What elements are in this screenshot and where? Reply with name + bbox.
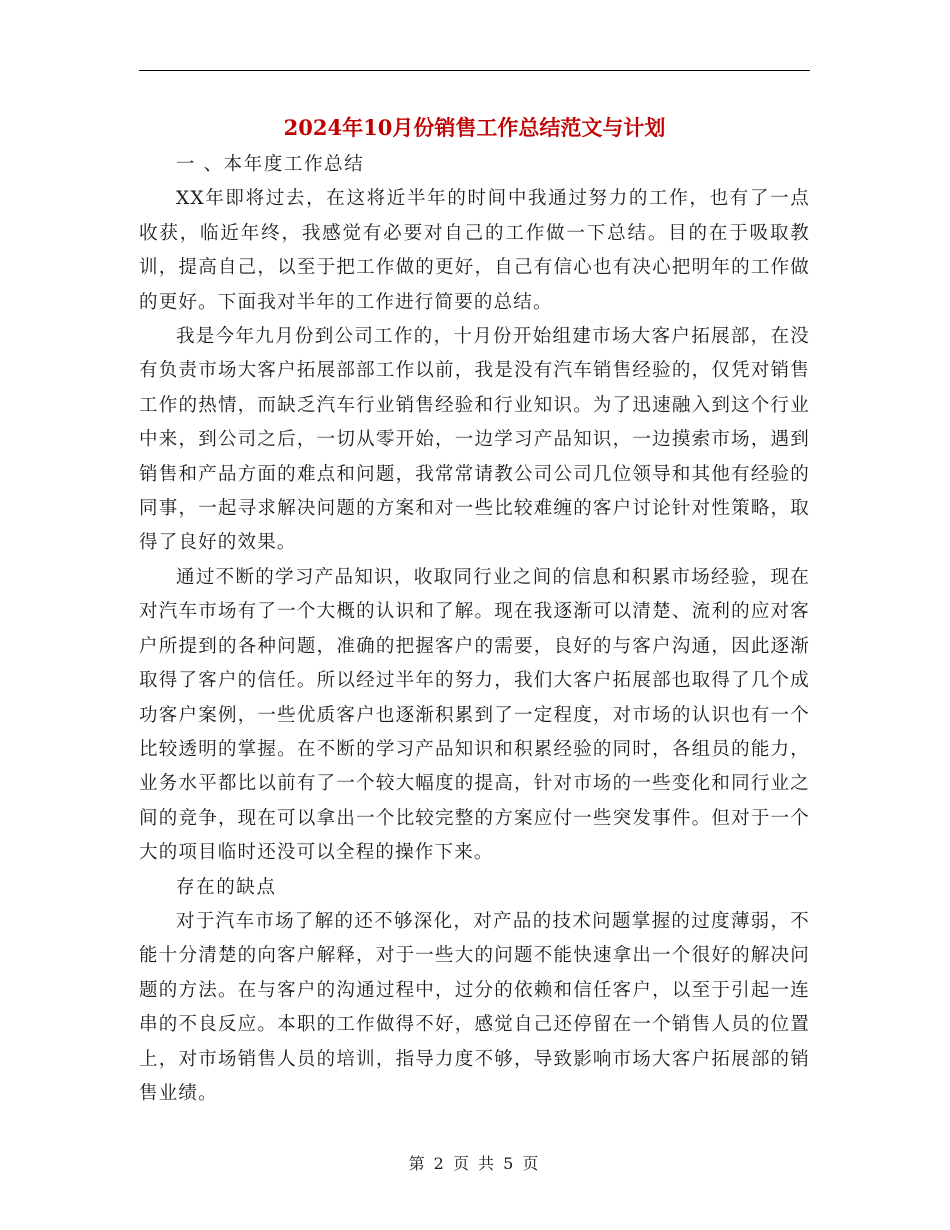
page-number-footer: 第 2 页 共 5 页 — [408, 1154, 541, 1173]
section-heading-shortcomings: 存在的缺点 — [176, 876, 277, 898]
document-body — [139, 148, 810, 1111]
header-rule — [139, 70, 810, 71]
paragraph-shortcomings: 对于汽车市场了解的还不够深化，对产品的技术问题掌握的过度薄弱，不能十分清楚的向客户解释，对于一些大的问题不能快速拿出一个很好的解决问题的方法。在与客户的沟通过程中，过分的依赖和信任客户，以至于引起一连串的不良反应。本职的工作做得不好，感觉自己还停留在一个销售人员的位置上，对市场销售人员的培训，指导力度不够，导致影响市场大客户拓展部的销售业绩。 — [139, 910, 810, 1104]
section-heading-annual-summary: 一 、本年度工作总结 — [176, 154, 365, 175]
paragraph-intro: XX年即将过去，在这将近半年的时间中我通过努力的工作，也有了一点收获，临近年终，我感觉有必要对自己的工作做一下总结。目的在于吸取教训，提高自己，以至于把工作做的更好，自己有信心也有决心把明年的工作做的更好。下面我对半年的工作进行简要的总结。 — [139, 188, 810, 313]
document-title: 2024年10月份销售工作总结范文与计划 — [283, 115, 666, 140]
paragraph-progress: 通过不断的学习产品知识，收取同行业之间的信息和积累市场经验，现在对汽车市场有了一个大概的认识和了解。现在我逐渐可以清楚、流利的应对客户所提到的各种问题，准确的把握客户的需要，良好的与客户沟通，因此逐渐取得了客户的信任。所以经过半年的努力，我们大客户拓展部也取得了几个成功客户案例，一些优质客户也逐渐积累到了一定程度，对市场的认识也有一个比较透明的掌握。在不断的学习产品知识和积累经验的同时，各组员的能力，业务水平都比以前有了一个较大幅度的提高，针对市场的一些变化和同行业之间的竞争，现在可以拿出一个比较完整的方案应付一些突发事件。但对于一个大的项目临时还没可以全程的操作下来。 — [139, 566, 810, 864]
paragraph-experience: 我是今年九月份到公司工作的，十月份开始组建市场大客户拓展部，在没有负责市场大客户拓展部部工作以前，我是没有汽车销售经验的，仅凭对销售工作的热情，而缺乏汽车行业销售经验和行业知识。为了迅速融入到这个行业中来，到公司之后，一切从零开始，一边学习产品知识，一边摸索市场，遇到销售和产品方面的难点和问题，我常常请教公司公司几位领导和其他有经验的同事，一起寻求解决问题的方案和对一些比较难缠的客户讨论针对性策略，取得了良好的效果。 — [139, 326, 810, 554]
